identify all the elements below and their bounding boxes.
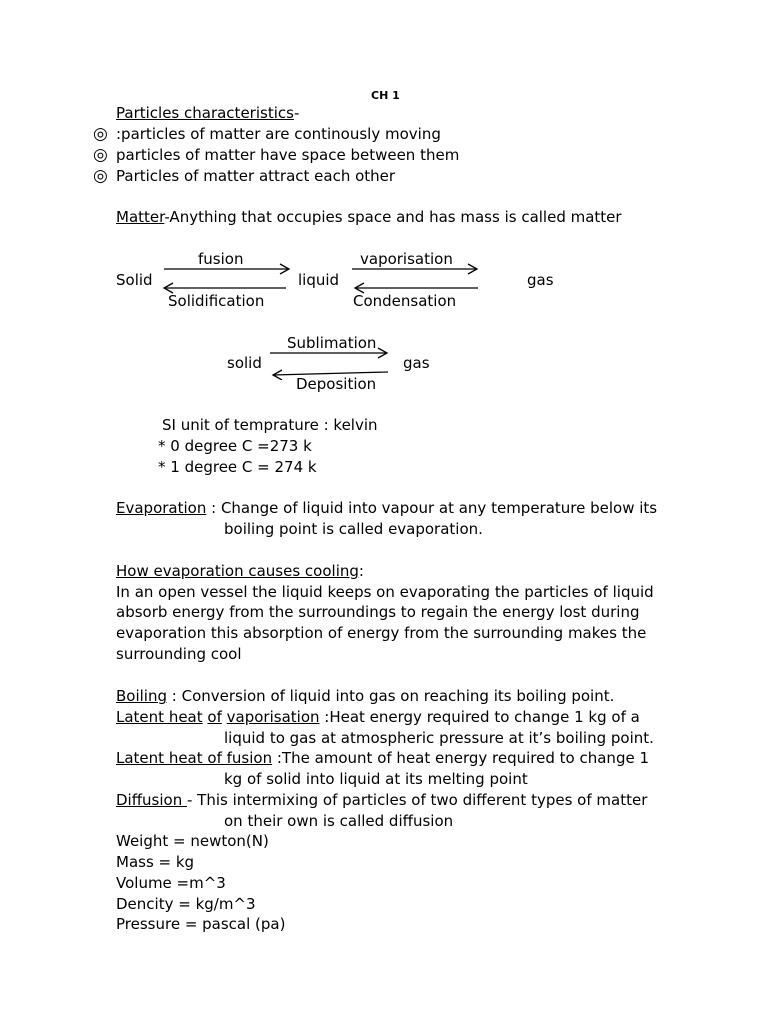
latent-vap-line-2: liquid to gas at atmospheric pressure at it’s boiling point. bbox=[224, 729, 654, 747]
boiling-term: Boiling bbox=[116, 687, 167, 705]
arrow-left-icon bbox=[273, 370, 388, 380]
evaporation-sep: : bbox=[206, 499, 217, 517]
particles-item-2: particles of matter have space between them bbox=[116, 146, 460, 164]
conversion-0c: * 0 degree C =273 k bbox=[158, 437, 312, 455]
arrow-right-icon bbox=[352, 264, 477, 274]
condensation-label: Condensation bbox=[353, 292, 457, 310]
diffusion-line-2: on their own is called diffusion bbox=[224, 812, 454, 830]
matter-definition bbox=[116, 207, 622, 227]
boiling-text: : Conversion of liquid into gas on reaching its boiling point. bbox=[167, 687, 615, 705]
diffusion-term: Diffusion bbox=[116, 791, 187, 809]
liquid-label: liquid bbox=[298, 271, 340, 289]
cooling-line-2: absorb energy from the surroundings to regain the energy lost during bbox=[116, 603, 640, 621]
particles-heading bbox=[116, 103, 299, 123]
boiling-definition bbox=[116, 686, 614, 706]
vaporisation-condensation-arrows bbox=[350, 260, 482, 296]
unit-mass: Mass = kg bbox=[116, 853, 195, 871]
sublimation-gas-label: gas bbox=[403, 354, 430, 372]
latent-vap-term-a: Latent heat bbox=[116, 708, 203, 726]
latent-vap-term-b: of bbox=[207, 708, 222, 726]
unit-weight: Weight = newton(N) bbox=[116, 832, 269, 850]
unit-volume: Volume =m^3 bbox=[116, 874, 226, 892]
matter-term: Matter bbox=[116, 208, 165, 226]
solidification-label: Solidification bbox=[168, 292, 265, 310]
cooling-heading bbox=[116, 561, 364, 581]
fusion-solidification-arrows bbox=[160, 260, 295, 296]
bullet-icon: ◎ bbox=[93, 124, 108, 144]
matter-text: -Anything that occupies space and has mass is called matter bbox=[164, 208, 622, 226]
vaporisation-label: vaporisation bbox=[360, 250, 453, 268]
latent-vap-line-1 bbox=[116, 707, 640, 727]
latent-vap-text-1: :Heat energy required to change 1 kg of a bbox=[319, 708, 640, 726]
latent-fusion-line-2: kg of solid into liquid at its melting point bbox=[224, 770, 528, 788]
evaporation-text-1: Change of liquid into vapour at any temperature below its bbox=[216, 499, 658, 517]
cooling-heading-text: How evaporation causes cooling bbox=[116, 562, 359, 580]
conversion-1c: * 1 degree C = 274 k bbox=[158, 458, 317, 476]
evaporation-line-1 bbox=[116, 498, 657, 518]
arrow-left-icon bbox=[355, 283, 478, 293]
particles-heading-text: Particles characteristics bbox=[116, 104, 294, 122]
sublimation-label: Sublimation bbox=[287, 334, 377, 352]
evaporation-line-2: boiling point is called evaporation. bbox=[224, 520, 483, 538]
evaporation-term: Evaporation bbox=[116, 499, 207, 517]
cooling-heading-colon: : bbox=[358, 562, 364, 580]
cooling-line-1: In an open vessel the liquid keeps on evaporating the particles of liquid bbox=[116, 583, 654, 601]
particles-item-3: Particles of matter attract each other bbox=[116, 167, 396, 185]
diffusion-text-1: - This intermixing of particles of two different types of matter bbox=[187, 791, 648, 809]
bullet-icon: ◎ bbox=[93, 145, 108, 165]
sublimation-solid-label: solid bbox=[227, 354, 262, 372]
particles-item-1: :particles of matter are continously moving bbox=[116, 125, 441, 143]
bullet-icon: ◎ bbox=[93, 166, 108, 186]
fusion-label: fusion bbox=[198, 250, 244, 268]
cooling-line-4: surrounding cool bbox=[116, 645, 242, 663]
chapter-title: CH 1 bbox=[371, 89, 400, 102]
arrow-right-icon bbox=[270, 348, 387, 358]
cooling-line-3: evaporation this absorption of energy from the surrounding makes the bbox=[116, 624, 647, 642]
si-unit-line: SI unit of temprature : kelvin bbox=[162, 416, 378, 434]
particles-heading-suffix: - bbox=[293, 104, 300, 122]
deposition-label: Deposition bbox=[296, 375, 377, 393]
gas-label: gas bbox=[527, 271, 554, 289]
latent-fusion-term: Latent heat of fusion bbox=[116, 749, 273, 767]
arrow-left-icon bbox=[164, 283, 286, 293]
latent-vap-term-c: vaporisation bbox=[226, 708, 320, 726]
sublimation-deposition-arrows bbox=[268, 344, 393, 380]
arrow-right-icon bbox=[164, 264, 289, 274]
unit-density: Dencity = kg/m^3 bbox=[116, 895, 256, 913]
latent-fusion-text-1: :The amount of heat energy required to change 1 bbox=[272, 749, 650, 767]
unit-pressure: Pressure = pascal (pa) bbox=[116, 915, 286, 933]
diffusion-line-1 bbox=[116, 790, 647, 810]
solid-label: Solid bbox=[116, 271, 153, 289]
latent-fusion-line-1 bbox=[116, 748, 649, 768]
